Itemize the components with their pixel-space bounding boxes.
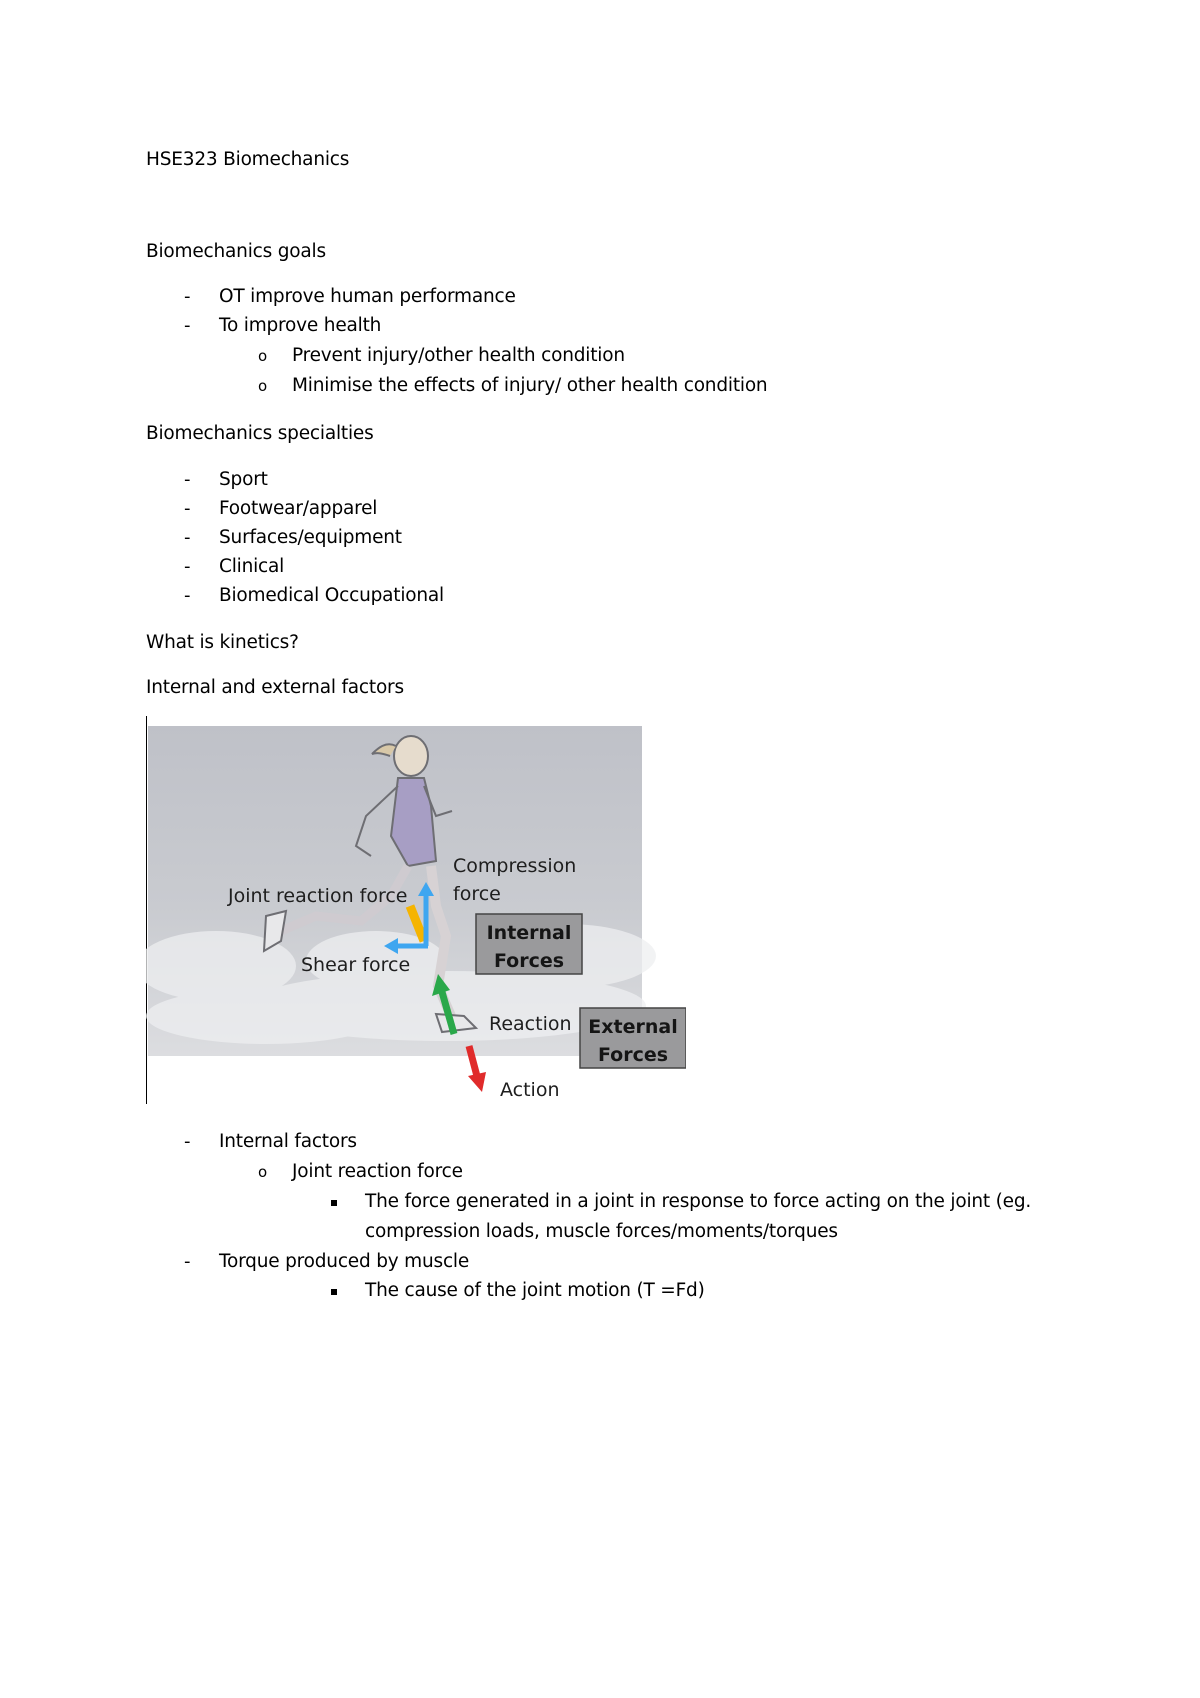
goal-item: OT improve human performance [219, 286, 516, 307]
specialty-item: Sport [219, 469, 268, 490]
square-bullet [331, 1289, 337, 1295]
specialty-item: Biomedical Occupational [219, 585, 444, 606]
shear-label: Shear force [301, 954, 411, 976]
dash-marker: - [184, 315, 191, 336]
document-title: HSE323 Biomechanics [146, 149, 350, 170]
joint-reaction-label: Joint reaction force [228, 885, 408, 907]
specialty-item: Footwear/apparel [219, 498, 378, 519]
dash-marker: - [184, 286, 191, 307]
dash-marker: - [184, 498, 191, 519]
circle-marker: o [258, 377, 268, 395]
goal-item: To improve health [219, 315, 382, 336]
runner-illustration [146, 716, 686, 1108]
internal-forces-label-2: Forces [493, 950, 565, 972]
kinetics-question: What is kinetics? [146, 632, 299, 653]
circle-marker: o [258, 1163, 268, 1181]
runner-forces-figure [146, 716, 686, 1108]
specialty-item: Clinical [219, 556, 285, 577]
specialty-item: Surfaces/equipment [219, 527, 402, 548]
dash-marker: - [184, 585, 191, 606]
joint-reaction-force-item: Joint reaction force [292, 1161, 463, 1182]
external-forces-label-2: Forces [597, 1044, 669, 1066]
goal-subitem: Minimise the effects of injury/ other health condition [292, 375, 768, 396]
torque-item: Torque produced by muscle [219, 1251, 470, 1272]
jrf-description-line-2: compression loads, muscle forces/moments/torques [365, 1221, 838, 1242]
internal-factors-item: Internal factors [219, 1131, 357, 1152]
reaction-label: Reaction [489, 1013, 572, 1035]
goals-heading: Biomechanics goals [146, 241, 326, 262]
compression-label: Compression [453, 855, 577, 877]
dash-marker: - [184, 469, 191, 490]
compression-label-2: force [453, 883, 501, 905]
internal-forces-label: Internal [486, 922, 572, 944]
specialties-heading: Biomechanics specialties [146, 423, 374, 444]
action-label: Action [500, 1079, 560, 1101]
circle-marker: o [258, 347, 268, 365]
factors-heading: Internal and external factors [146, 677, 404, 698]
jrf-description-line-1: The force generated in a joint in response to force acting on the joint (eg. [365, 1191, 1032, 1212]
goal-subitem: Prevent injury/other health condition [292, 345, 625, 366]
external-forces-label: External [588, 1016, 678, 1038]
dash-marker: - [184, 1251, 191, 1272]
dash-marker: - [184, 527, 191, 548]
square-bullet [331, 1200, 337, 1206]
torque-description: The cause of the joint motion (T =Fd) [365, 1280, 705, 1301]
dash-marker: - [184, 1131, 191, 1152]
dash-marker: - [184, 556, 191, 577]
